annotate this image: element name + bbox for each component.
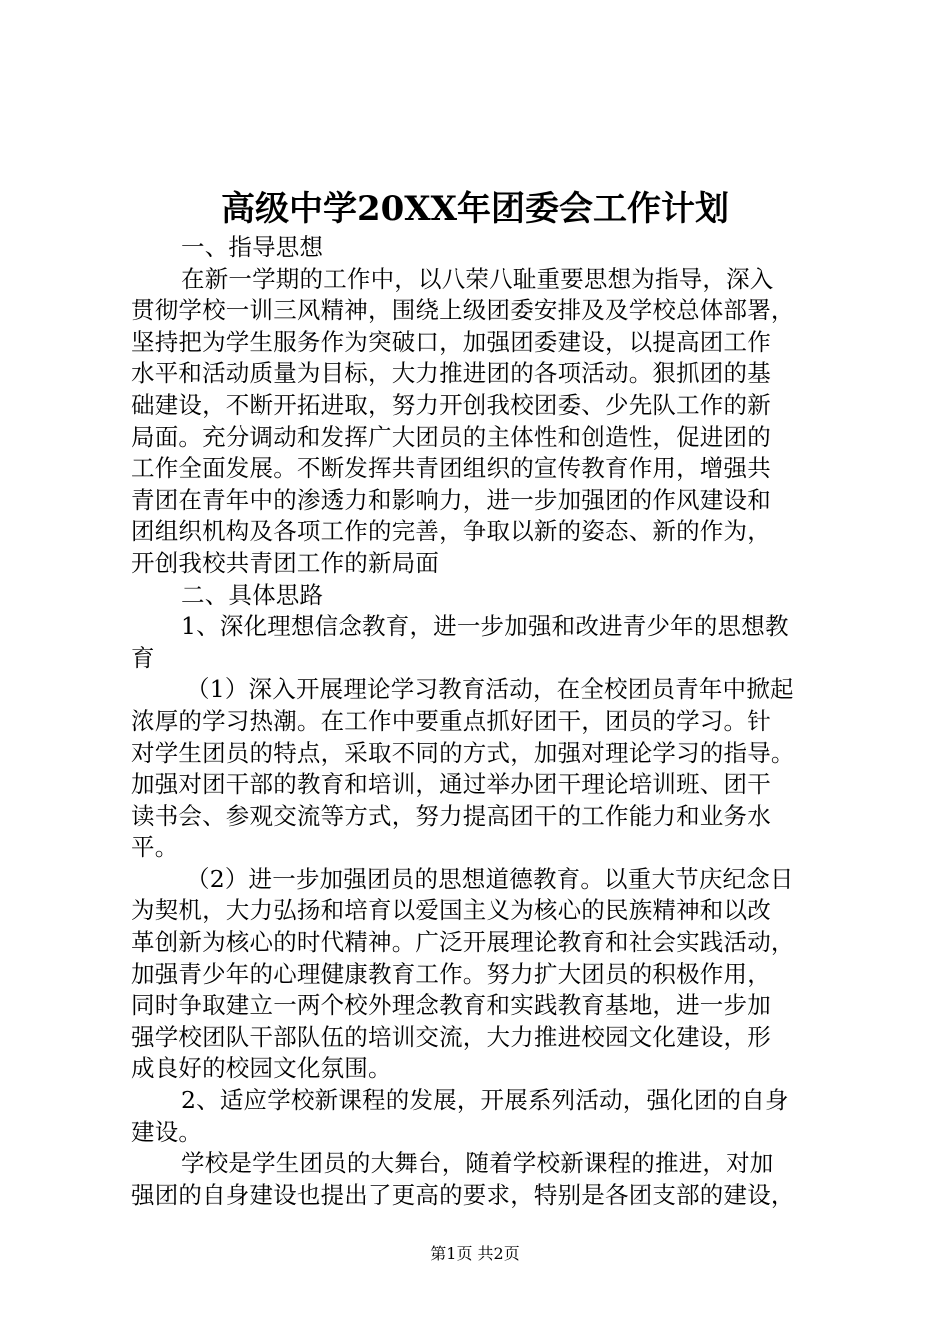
section-heading-2: 二、具体思路 bbox=[181, 580, 324, 609]
paragraph-line: 成良好的校园文化氛围。 bbox=[131, 1054, 392, 1083]
paragraph-line: 育 bbox=[131, 643, 155, 672]
paragraph-line: 础建设，不断开拓进取，努力开创我校团委、少先队工作的新 bbox=[131, 390, 771, 419]
paragraph-line: 在新一学期的工作中，以八荣八耻重要思想为指导，深入 bbox=[181, 264, 774, 293]
paragraph-line: 加强青少年的心理健康教育工作。努力扩大团员的积极作用， bbox=[131, 959, 771, 988]
paragraph-line: 对学生团员的特点，采取不同的方式，加强对理论学习的指导。 bbox=[131, 738, 795, 767]
paragraph-line: 开创我校共青团工作的新局面 bbox=[131, 548, 440, 577]
paragraph-line: 革创新为核心的时代精神。广泛开展理论教育和社会实践活动， bbox=[131, 928, 795, 957]
paragraph-line: 平。 bbox=[131, 833, 179, 862]
paragraph-line: 强团的自身建设也提出了更高的要求，特别是各团支部的建设， bbox=[131, 1180, 795, 1209]
paragraph-line: 同时争取建立一两个校外理念教育和实践教育基地，进一步加 bbox=[131, 991, 771, 1020]
paragraph-line: 读书会、参观交流等方式，努力提高团干的工作能力和业务水 bbox=[131, 801, 771, 830]
subsection-heading-2: 2、适应学校新课程的发展，开展系列活动，强化团的自身 bbox=[181, 1086, 789, 1115]
paragraph-line: （2）进一步加强团员的思想道德教育。以重大节庆纪念日 bbox=[186, 864, 794, 893]
document-title: 高级中学20XX年团委会工作计划 bbox=[220, 189, 730, 229]
paragraph-line: 青团在青年中的渗透力和影响力，进一步加强团的作风建设和 bbox=[131, 485, 771, 514]
paragraph-line: 加强对团干部的教育和培训，通过举办团干理论培训班、团干 bbox=[131, 770, 771, 799]
section-heading-1: 一、指导思想 bbox=[181, 233, 324, 261]
paragraph-line: 为契机，大力弘扬和培育以爱国主义为核心的民族精神和以改 bbox=[131, 896, 771, 925]
paragraph-line: 建设。 bbox=[131, 1117, 203, 1146]
paragraph-line: （1）深入开展理论学习教育活动，在全校团员青年中掀起 bbox=[186, 675, 794, 704]
document-body bbox=[131, 232, 831, 1211]
paragraph-line: 水平和活动质量为目标，大力推进团的各项活动。狠抓团的基 bbox=[131, 359, 771, 388]
paragraph-line: 浓厚的学习热潮。在工作中要重点抓好团干，团员的学习。针 bbox=[131, 706, 771, 735]
paragraph-line: 坚持把为学生服务作为突破口，加强团委建设，以提高团工作 bbox=[131, 327, 771, 356]
paragraph-line: 团组织机构及各项工作的完善，争取以新的姿态、新的作为， bbox=[131, 517, 771, 546]
paragraph-line: 学校是学生团员的大舞台，随着学校新课程的推进，对加 bbox=[181, 1149, 774, 1178]
page-footer: 第1页 共2页 bbox=[430, 1244, 520, 1263]
paragraph-line: 贯彻学校一训三风精神，围绕上级团委安排及及学校总体部署， bbox=[131, 296, 795, 325]
subsection-heading-1: 1、深化理想信念教育，进一步加强和改进青少年的思想教 bbox=[181, 612, 789, 641]
paragraph-line: 局面。充分调动和发挥广大团员的主体性和创造性，促进团的 bbox=[131, 422, 771, 451]
paragraph-line: 工作全面发展。不断发挥共青团组织的宣传教育作用，增强共 bbox=[131, 454, 771, 483]
paragraph-line: 强学校团队干部队伍的培训交流，大力推进校园文化建设，形 bbox=[131, 1022, 771, 1051]
